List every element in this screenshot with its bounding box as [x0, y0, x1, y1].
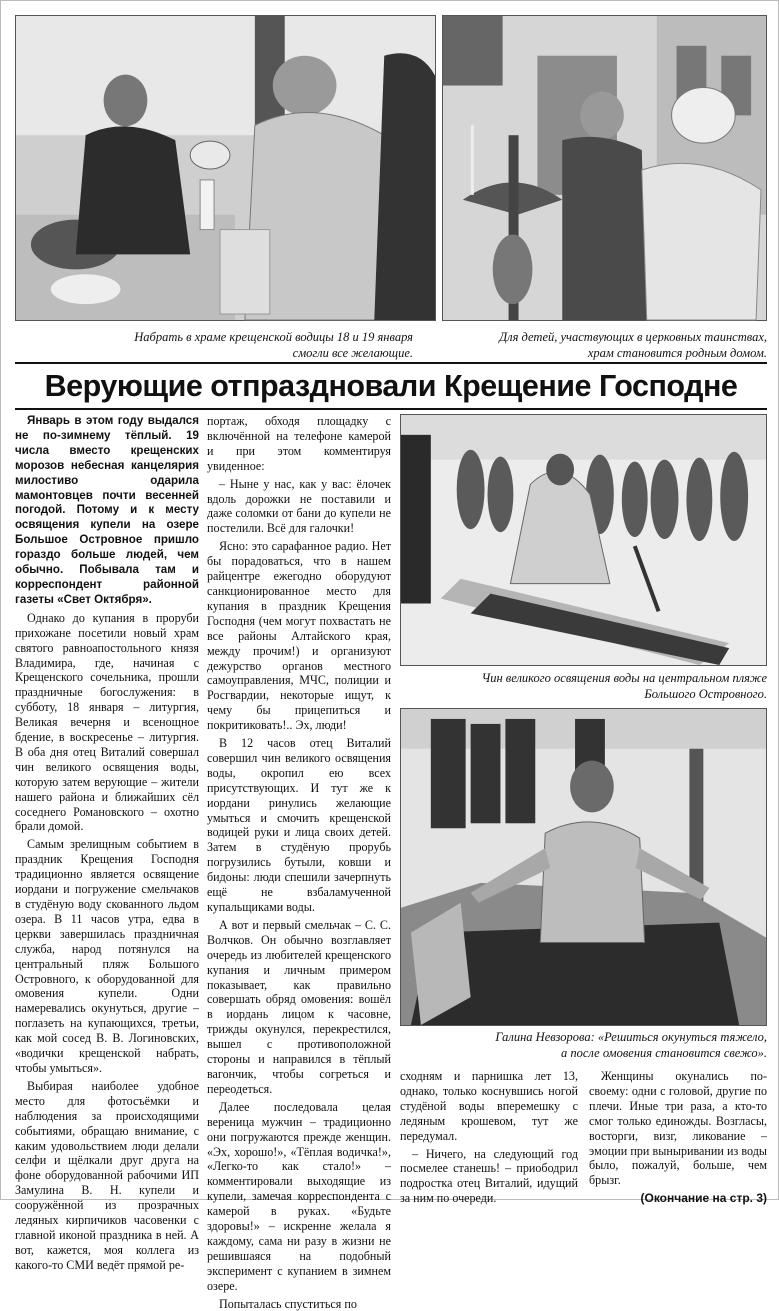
- paragraph: А вот и первый смельчак – С. С. Волчков. Он обычно возглавляет очередь из любителей крещенского купания и личным примером показывает, как правильно совершать обряд омовения: вошёл в иордань лицом к часовне, трижды окунулся, перекрестился, вышел с противоположной стороны и направился в тёплый вагончик, чтобы согреться и переодеться.: [207, 917, 391, 1096]
- article-lead: Январь в этом году выдался не по-зимнему тёплый. 19 числа вместо крещенских морозов небесная канцелярия милостиво одарила мамонтовцев почти весенней погодой. Потому и к месту освящения купели на озере Большое Островное пришло гораздо больше людей, чем обычно. Побывала там и корреспондент районной газеты «Свет Октября».: [15, 414, 199, 606]
- paragraph: портаж, обходя площадку с включённой на телефоне камерой и при этом комментируя увиденное:: [207, 414, 391, 473]
- paragraph: Однако до купания в проруби прихожане посетили новый храм святого равноапостольного князя Владимира, где, начиная с Крещенского сочельника, прошли праздничные богослужения: в субботу, 18 января – литургия, Великая вечерня и всенощное бдение, в воскресенье – литургия. В оба дня отец Виталий совершал чин великого освящения воды, которую затем верующие – жители нашего района и ближайших сёл соседнего Романовского – охотно брали домой.: [15, 610, 199, 834]
- caption-top-left: Набрать в храме крещенской водицы 18 и 19 января смогли все желающие.: [134, 330, 413, 360]
- caption-mid-right: Чин великого освящения воды на центральном пляже Большого Островного.: [481, 671, 767, 701]
- paragraph: В 12 часов отец Виталий совершил чин великого освящения воды, окропил ею всех присутствующих. И тут же к иордани ринулись желающие умыться и смочить крещенской водицей руки и лица своих детей. Затем в студёную прорубь погрузились бутыли, ковши и бидоны: люди спешили зачерпнуть ещё не взбаламученной купальщиками воды.: [207, 736, 391, 914]
- paragraph: Выбирая наиболее удобное место для фотосъёмки и наблюдения за происходящими событиями, обращаю внимание, с каким удовольствием люди делали селфи и щёлкали друг друга на фоне оборудованной рабочими ИП Замулина В. Н. купели и сооружённой из прозрачных ледяных кирпичиков часовенки с главной иконой праздника в ней. А вот, кажется, моя коллега из какого-то СМИ ведёт прямой ре-: [15, 1078, 199, 1272]
- headline-bottom-rule: [15, 408, 767, 410]
- paragraph: Попыталась спуститься по: [219, 1296, 357, 1311]
- article-column-4: [589, 1069, 767, 1206]
- paragraph: Ясно: это сарафанное радио. Нет бы порадоваться, что в нашем райцентре ежегодно оборудуют санкционированное место для купания в праздник Крещения Господня (чем могут похвастать не все районы Алтайского края, между прочим!) и организуют дежурство органов местного самоуправления, МЧС, полиции и Росгвардии, некоторые ищут, к чему бы прицепиться и покритиковать!.. Эх, люди!: [207, 539, 391, 733]
- paragraph: Далее последовала целая вереница мужчин – традиционно они погружаются прежде женщин. «Эх, хорошо!», «Тёплая водичка!», «Легко-то как стало!» – комментировали выходящие из купели, замечая корреспондента с камерой в руках. «Будьте здоровы!» – искренне желала я каждому, сама ни разу в жизни не решившаяся на подобный эксперимент с купанием в зимнем озере.: [207, 1099, 391, 1293]
- candles-church-photo: [442, 15, 767, 321]
- caption-bottom-right: Галина Невзорова: «Решиться окунуться тяжело, а после омовения становится свежо».: [495, 1030, 767, 1060]
- woman-bathing-photo: [400, 708, 767, 1026]
- continued-note: (Окончание на стр. 3): [640, 1191, 767, 1206]
- page-headline: Верующие отпраздновали Крещение Господне: [44, 369, 738, 403]
- water-distribution-photo: [15, 15, 436, 321]
- priest-blessing-photo: [400, 414, 767, 666]
- article-column-2: [207, 414, 391, 1311]
- paragraph: – Ничего, на следующий год посмелее станешь! – приободрил подростка отец Виталий, идущий за ним по очереди.: [400, 1146, 578, 1206]
- paragraph: сходням и парнишка лет 13, однако, только коснувшись ногой студёной воды вперемешку с ледяным крошевом, тут же передумал.: [400, 1069, 578, 1143]
- article-column-3: [400, 1069, 578, 1206]
- caption-top-right: Для детей, участвующих в церковных таинствах, храм становится родным домом.: [499, 330, 767, 360]
- paragraph: Женщины окунались по-своему: одни с головой, другие по плечи. Иные три раза, а кто-то смог только единожды. Возгласы, восторги, визг, ликование – эмоции при выныривании из воды было, пожалуй, больше, чем брызг.: [589, 1069, 767, 1188]
- paragraph: Самым зрелищным событием в праздник Крещения Господня традиционно является освящение иордани и погружение смельчаков в студёную воду скованного льдом озера. В 11 часов утра, едва в церкви завершилась праздничная служба, народ потянулся на центральный пляж Большого Островного, к оборудованной для омовения купели. Одни намеревались окунуться, другие – поглазеть на купающихся, третьи, как мой сосед В. В. Логиновских, «водички крещенской набрать, чтобы умыться».: [15, 837, 199, 1075]
- headline-top-rule: [15, 362, 767, 364]
- article-column-1: [15, 414, 199, 1272]
- paragraph: – Ныне у нас, как у вас: ёлочек вдоль дорожки не поставили и даже соломки от бани до купели не постелили. Всё для галочки!: [207, 476, 391, 536]
